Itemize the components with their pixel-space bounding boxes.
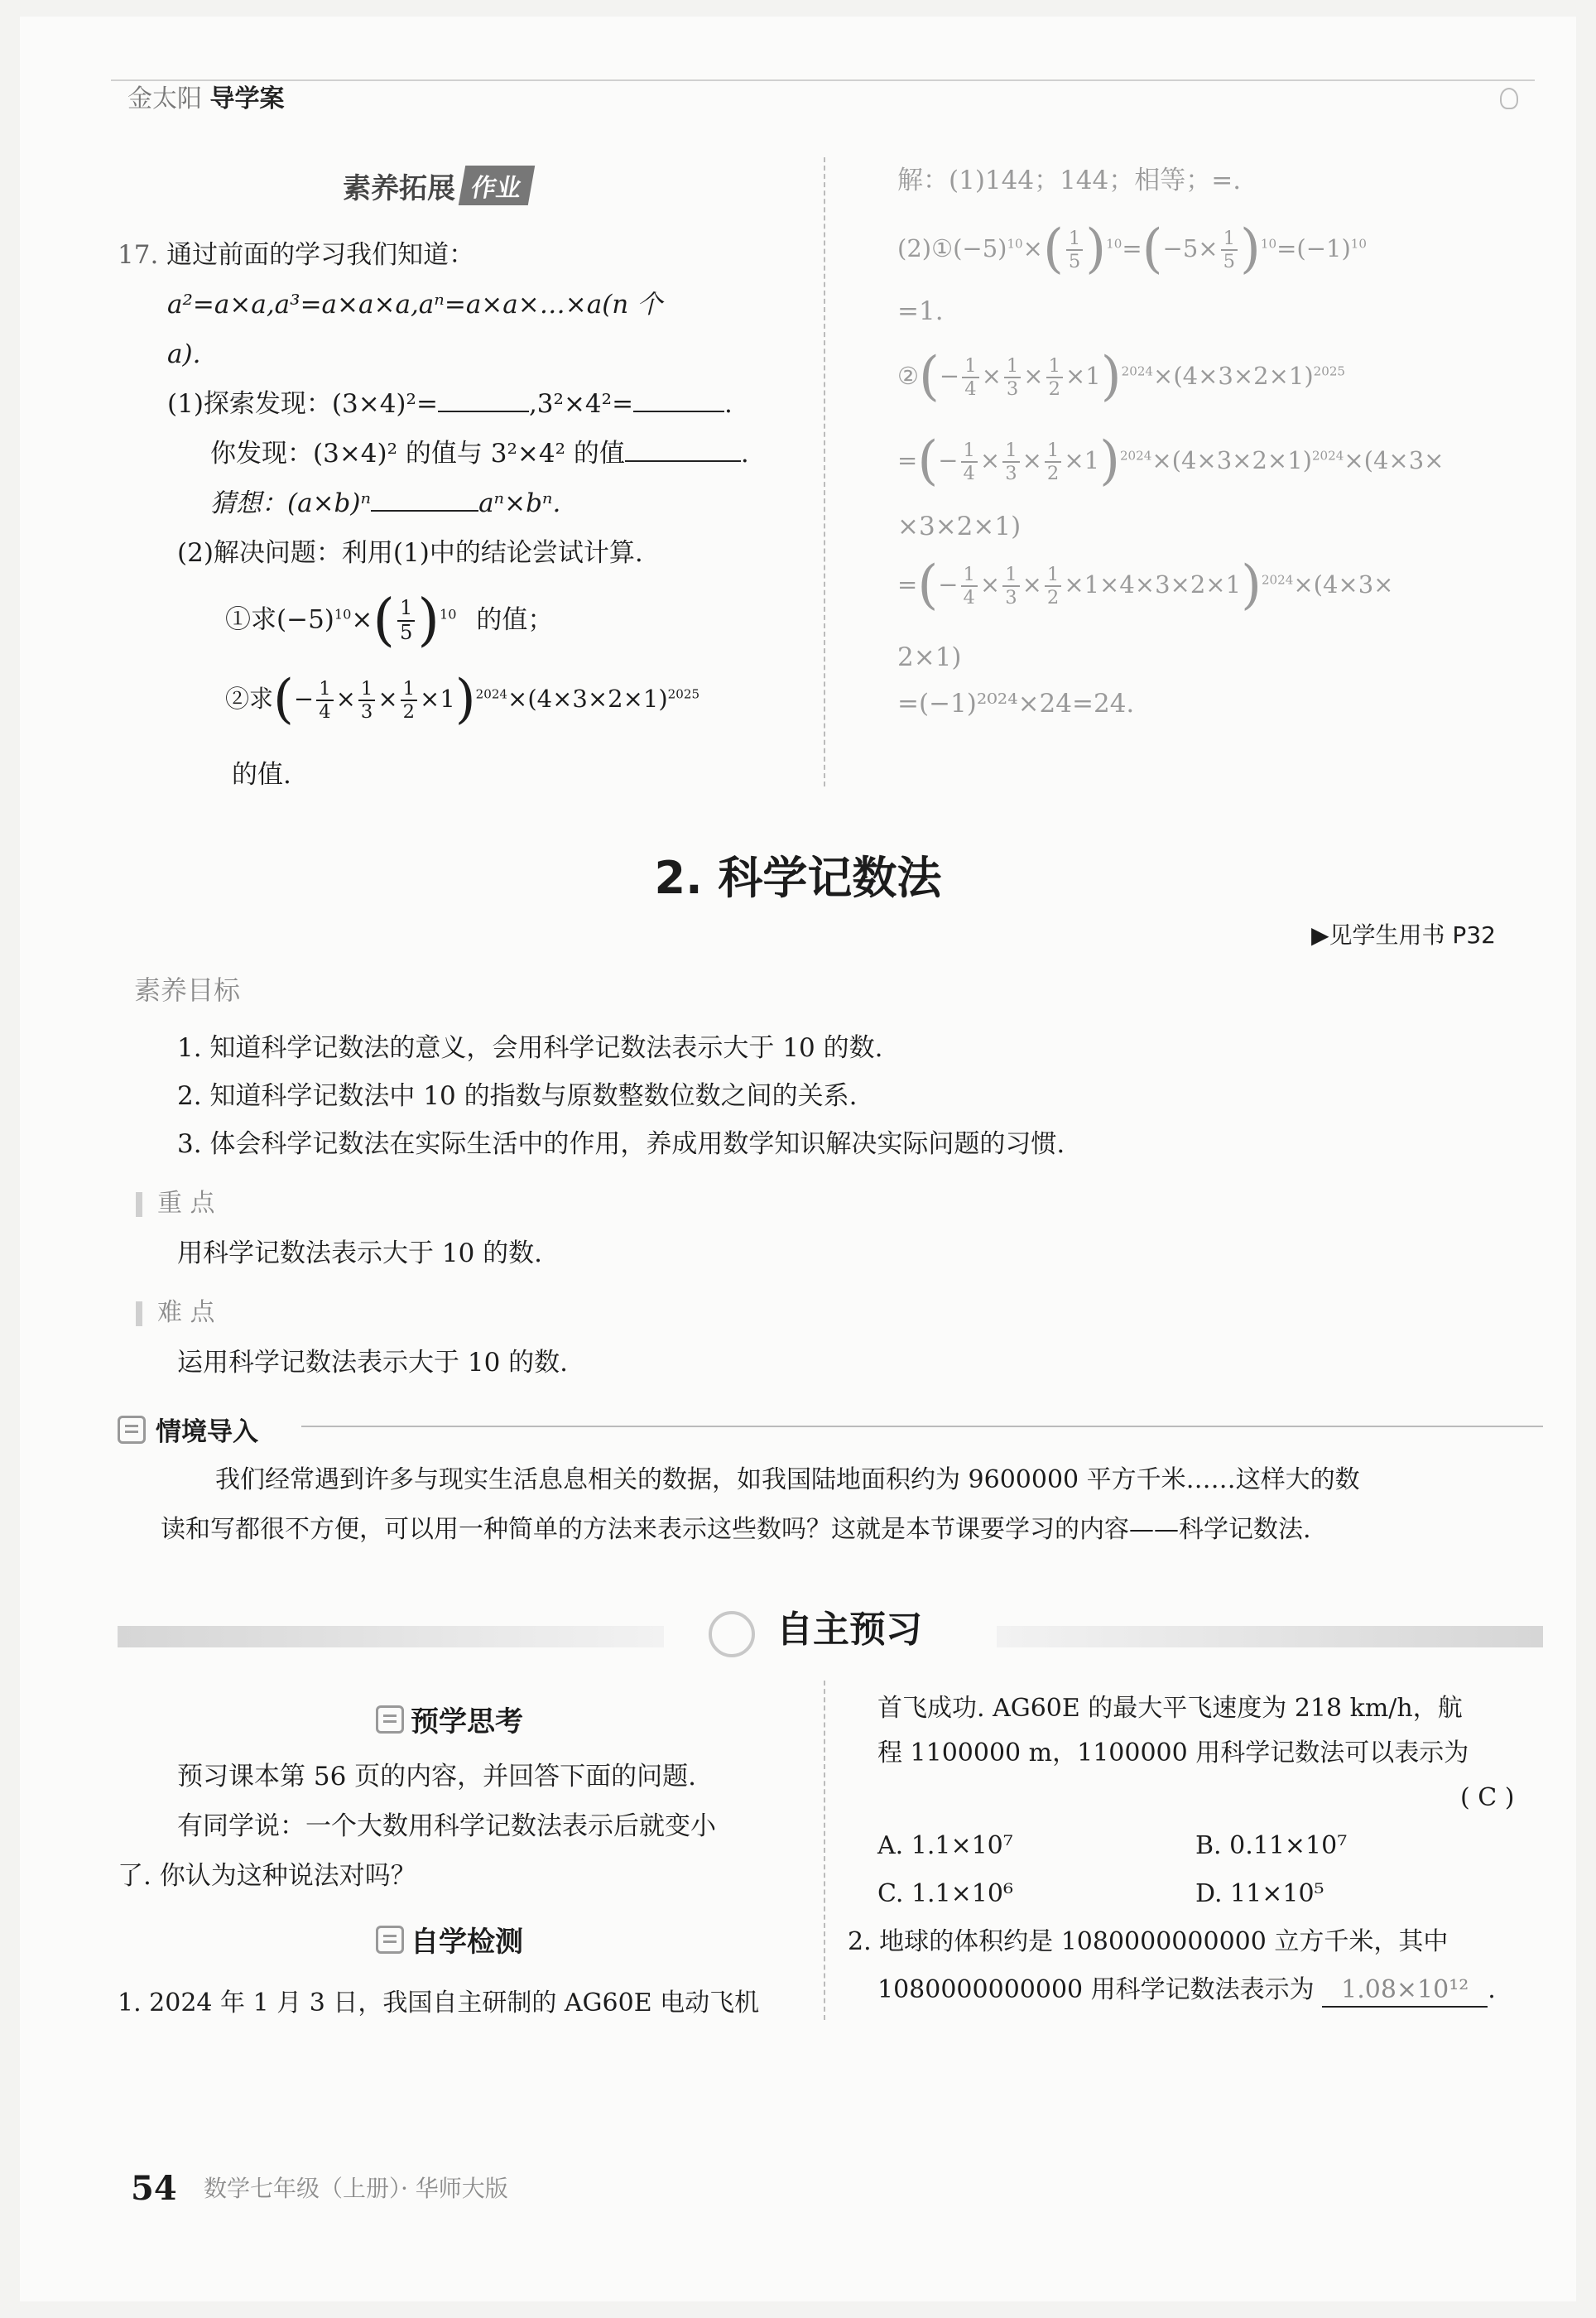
q17-part1-d: 猜想：(a×b)ⁿ [210,488,372,518]
q17-part2-1: ①求$(-5)^{10}\times$( $\frac{1}{5}$ )$^{10}$ 的值； [225,588,554,653]
answer-2-2-line2: =(− $\frac{1}{4}$ × $\frac{1}{3}$ × $\frac{1}{2}$ $\times 1)^{2024}\times(4\times 3\times 2\times 1)^{2024}\times(4\times 3\times$ [897,430,1445,492]
q1-line3: 程 1100000 m，1100000 用科学记数法可以表示为 [877,1738,1469,1767]
q17-p21-pre: ①求(−5) [225,604,334,635]
q2-answer: 1.08×10¹² [1322,1974,1488,2008]
page-title: 2. 科学记数法 [654,852,942,904]
answer-final: =(−1)²⁰²⁴×24=24. [897,689,1135,719]
textbook-page [20,17,1576,2301]
answer-2-2-line1: ②(− $\frac{1}{4}$ × $\frac{1}{3}$ × $\frac{1}{2}$ $\times 1)^{2024}\times(4\times 3\times 2\times 1)^{2025}$ [897,346,1346,407]
q17-part1-line: (1)探索发现：(3×4)²= ,3²×4²= . [167,389,733,419]
answer-eq1: =1. [897,296,944,326]
goal-item: 3. 体会科学记数法在实际生活中的作用，养成用数学知识解决实际问题的习惯. [177,1129,1065,1159]
answer-2-2-line3: =(− $\frac{1}{4}$ × $\frac{1}{3}$ × $\frac{1}{2}$ ×1×4×3×2×1)$^{2024}$×(4×3× [897,555,1394,616]
check-icon [376,1926,404,1954]
intro-header [118,1411,258,1448]
brand-product: 导学案 [209,84,285,113]
intro-paragraph-line2: 读和写都很不方便，可以用一种简单的方法来表示这些数吗？这就是本节课要学习的内容——科学记数法. [161,1515,1311,1544]
answer-line1: 解：(1)144；144；相等；=. [897,166,1242,195]
think-paragraph1: 预习课本第 56 页的内容，并回答下面的问题. [177,1762,697,1791]
option-d: D. 11×10⁵ [1195,1879,1324,1908]
goals-title: 素养目标 [134,974,241,1006]
q17-part1-b: ,3²×4²= [528,389,634,419]
page-number: 54 [131,2169,177,2208]
exp-10: 10 [439,606,457,623]
column-divider [824,157,825,786]
q17-intro [118,238,474,272]
think-paragraph2a: 有同学说：一个大数用科学记数法表示后就变小 [177,1811,716,1841]
q2-line1: 2. 地球的体积约是 1080000000000 立方千米，其中 [848,1927,1449,1956]
fraction-1-4: $\frac{1}{4}$ [316,678,333,723]
difficulty-title: 难 点 [157,1298,215,1327]
column-divider [824,1681,825,2020]
answer-cont2: 2×1) [897,642,962,672]
think-paragraph2b: 了. 你认为这种说法对吗？ [118,1861,416,1891]
footer-book-title: 数学七年级（上册）· 华师大版 [204,2175,508,2202]
scene-icon [118,1416,146,1444]
banner-right-stripe [997,1626,1543,1647]
goal-item: 2. 知道科学记数法中 10 的指数与原数整数位数之间的关系. [177,1081,858,1111]
think-header [376,1699,523,1739]
section-tag-suffix: 作业 [459,166,535,205]
key-text: 用科学记数法表示大于 10 的数. [177,1238,543,1268]
answer-2-1: $(2)①(-5)^{10}\times$( $\frac{1}{5}$ )$^{10}$=(−5× $\frac{1}{5}$ )$^{10}=(-1)^{10}$ [897,219,1367,280]
q17-part2: (2)解决问题：利用(1)中的结论尝试计算. [177,538,643,568]
q17-part1-guess [210,487,560,520]
answer-blank [625,460,741,462]
q2-line2 [877,1974,1496,2008]
goal-item: 1. 知道科学记数法的意义，会用科学记数法表示大于 10 的数. [177,1033,883,1063]
think-title: 预学思考 [411,1705,523,1738]
q17-part2-2-tail: 的值. [232,760,291,790]
banner-left-stripe [118,1626,664,1647]
bulb-icon [1500,88,1518,109]
q17-number: 17. [118,240,159,270]
q1-line1: 1. 2024 年 1 月 3 日，我国自主研制的 AG60E 电动飞机 [118,1989,760,2017]
intro-rule [301,1426,1543,1427]
self-study-title: 自主预习 [776,1609,922,1651]
check-title: 自学检测 [411,1926,523,1959]
q2-text: 1080000000000 用科学记数法表示为 [877,1975,1315,2004]
difficulty-marker [136,1301,142,1326]
answer-blank [633,411,724,412]
difficulty-text: 运用科学记数法表示大于 10 的数. [177,1348,569,1378]
q17-part1-discover: 你发现：(3×4)² 的值与 3²×4² 的值 . [210,439,749,469]
q17-part1-a: (1)探索发现：(3×4)²= [167,389,438,419]
q17-intro-text: 通过前面的学习我们知道： [166,240,475,270]
key-title: 重 点 [157,1189,215,1218]
answer-blank [371,510,478,512]
header-bar [111,79,1535,81]
q2-end: . [1488,1975,1496,2004]
q17-def-line1: a²=a×a,a³=a×a×a,aⁿ=a×a×…×a(n 个 [167,290,663,320]
q17-def-line2: a). [167,339,201,369]
fraction-1-5: $\frac{1}{5}$ [397,597,415,645]
option-b: B. 0.11×10⁷ [1195,1831,1348,1860]
fraction-1-2: $\frac{1}{2}$ [401,678,417,723]
check-header [376,1919,523,1960]
fraction-1-3: $\frac{1}{3}$ [358,678,375,723]
intro-paragraph-line1: 我们经常遇到许多与现实生活息息相关的数据，如我国陆地面积约为 9600000 平方千米……这样大的数 [215,1465,1360,1494]
q17-p21-post: 的值； [476,604,554,635]
banner-badge-icon [709,1611,755,1657]
answer-cont1: ×3×2×1) [897,512,1022,541]
key-marker [136,1192,142,1217]
q1-answer: ( C ) [1460,1783,1515,1812]
q1-line2: 首飞成功. AG60E 的最大平飞速度为 218 km/h，航 [877,1694,1463,1723]
section-tag [343,164,531,207]
answer-blank [438,411,529,412]
brand-name: 金太阳 [127,84,202,113]
q17-part1-e: aⁿ×bⁿ. [478,488,561,518]
option-a: A. 1.1×10⁷ [877,1831,1013,1860]
intro-title: 情境导入 [156,1417,258,1447]
book-reference: ▶见学生用书 P32 [1311,921,1496,949]
header-brand [127,83,285,115]
think-icon [376,1705,404,1734]
q17-p22-pre: ②求 [225,684,274,713]
section-tag-label: 素养拓展 [343,171,455,205]
q17-part2-2: ②求(− $\frac{1}{4}$ × $\frac{1}{3}$ × $\frac{1}{2}$ $\times 1)^{2024}\times(4\times 3\times 2\times 1)^{2025}$ [225,669,700,730]
q17-part1-c: 你发现：(3×4)² 的值与 3²×4² 的值 [210,439,625,469]
option-c: C. 1.1×10⁶ [877,1879,1014,1908]
exp-10: 10 [334,606,352,623]
